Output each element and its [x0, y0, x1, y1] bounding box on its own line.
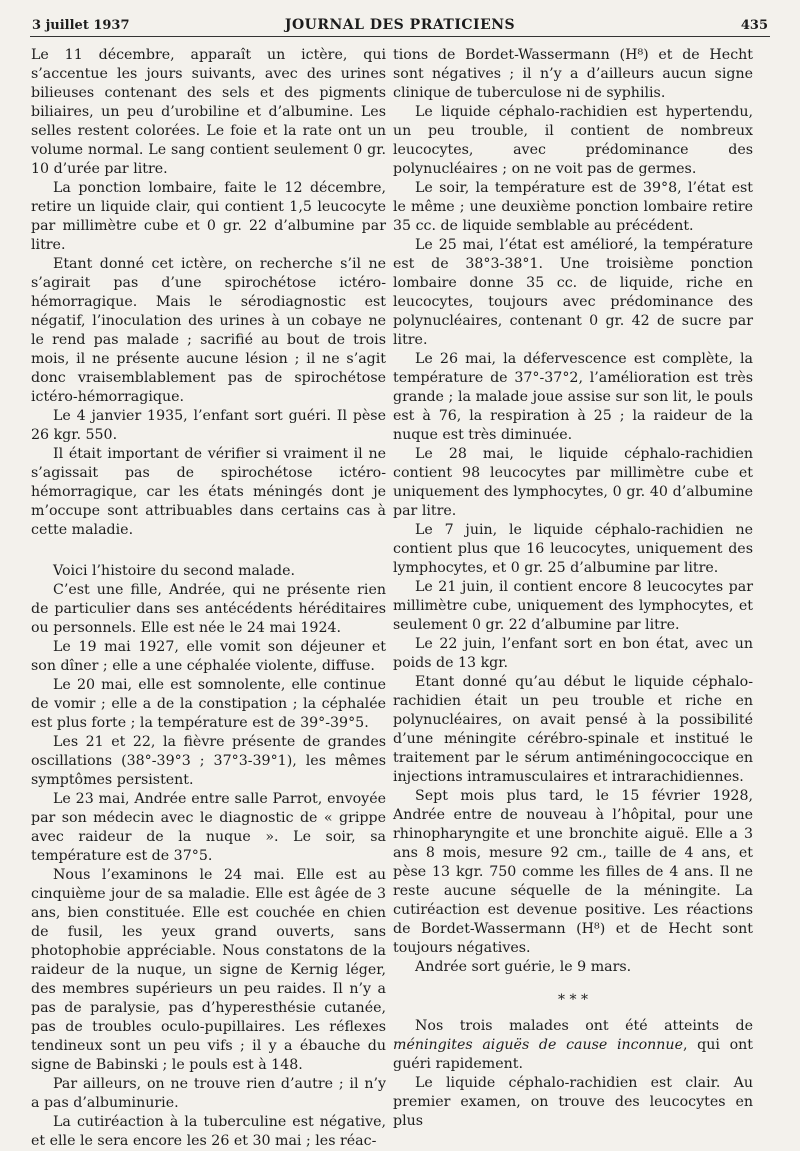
paragraph: Le 4 janvier 1935, l’enfant sort guéri. Il pèse 26 kgr. 550.	[31, 408, 386, 443]
paragraph: Les 21 et 22, la fièvre présente de grandes oscillations (38°-39°3 ; 37°3-39°1), les mêmes symptômes persistent.	[31, 734, 386, 788]
text-run: , qui ont guéri rapidement.	[393, 1037, 753, 1072]
paragraph: Le liquide céphalo-rachidien est hypertendu, un peu trouble, il contient de nombreux leucocytes, avec prédominance des polynucléaires ; on ne voit pas de germes.	[393, 104, 753, 177]
paragraph: Le 28 mai, le liquide céphalo-rachidien contient 98 leucocytes par millimètre cube et uniquement des lymphocytes, 0 gr. 40 d’albumine par litre.	[393, 446, 753, 519]
paragraph: Etant donné cet ictère, on recherche s’il ne s’agirait pas d’une spirochétose ictéro-hémorragique. Mais le sérodiagnostic est négatif, l’inoculation des urines à un cobaye ne le rend pas malade ; sacrifié au bout de trois mois, il ne présente aucune lésion ; il ne s’agit donc vraisemblablement pas de spirochétose ictéro-hémorragique.	[31, 256, 386, 405]
section-gap	[31, 540, 386, 562]
paragraph: C’est une fille, Andrée, qui ne présente rien de particulier dans ses antécédents héréditaires ou personnels. Elle est née le 24 mai 1924.	[31, 582, 386, 636]
paragraph: Sept mois plus tard, le 15 février 1928, Andrée entre de nouveau à l’hôpital, pour une rhinopharyngite et une bronchite aiguë. Elle a 3 ans 8 mois, mesure 92 cm., taille de 4 ans, et pèse 13 kgr. 750 comme les filles de 4 ans. Il ne reste aucune séquelle de la méningite. La cutiréaction est devenue positive. Les réactions de Bordet-Wassermann (H⁸) et de Hecht sont toujours négatives.	[393, 788, 753, 956]
emphasis: méningites aiguës de cause inconnue	[393, 1037, 683, 1053]
left-column	[31, 46, 386, 1151]
paragraph: Le 25 mai, l’état est amélioré, la température est de 38°3-38°1. Une troisième ponction lombaire donne 35 cc. de liquide, riche en leucocytes, toujours avec prédominance des polynucléaires, contenant 0 gr. 42 de sucre par litre.	[393, 237, 753, 348]
paragraph: Voici l’histoire du second malade.	[53, 563, 296, 579]
paragraph: Le 26 mai, la défervescence est complète, la température de 37°-37°2, l’amélioration est très grande ; la malade joue assise sur son lit, le pouls est à 76, la respiration à 25 ; la raideur de la nuque est très diminuée.	[393, 351, 753, 443]
asterism: * * *	[558, 992, 588, 1008]
paragraph: Le 23 mai, Andrée entre salle Parrot, envoyée par son médecin avec le diagnostic de « grippe avec raideur de la nuque ». Le soir, sa température est de 37°5.	[31, 791, 386, 864]
paragraph: Il était important de vérifier si vraiment il ne s’agissait pas de spirochétose ictéro-hémorragique, car les états méningés dont je m’occupe sont attribuables dans certains cas à cette maladie.	[31, 446, 386, 538]
header-rule	[30, 36, 770, 37]
text-run: Nos trois malades ont été atteints de	[415, 1018, 753, 1034]
journal-title: JOURNAL DES PRATICIENS	[284, 17, 516, 33]
paragraph: Le soir, la température est de 39°8, l’état est le même ; une deuxième ponction lombaire retire 35 cc. de liquide semblable au précédent.	[393, 180, 753, 234]
page-number: 435	[740, 18, 768, 33]
paragraph: Etant donné qu’au début le liquide céphalo-rachidien était un peu trouble et riche en polynucléaires, on avait pensé à la possibilité d’une méningite cérébro-spinale et institué le traitement par le sérum antiméningococcique en injections intramusculaires et intrarachidiennes.	[393, 674, 753, 785]
paragraph: Le 11 décembre, apparaît un ictère, qui s’accentue les jours suivants, avec des urines bilieuses contenant des sels et des pigments biliaires, un peu d’urobiline et d’albumine. Les selles restent colorées. Le foie et la rate ont un volume normal. Le sang contient seulement 0 gr. 10 d’urée par litre.	[31, 47, 386, 177]
right-column	[393, 46, 753, 1131]
paragraph: Le 19 mai 1927, elle vomit son déjeuner et son dîner ; elle a une céphalée violente, diffuse.	[31, 639, 386, 674]
paragraph-continuation: tions de Bordet-Wassermann (H⁸) et de Hecht sont négatives ; il n’y a d’ailleurs aucun signe clinique de tuberculose ni de syphilis.	[393, 47, 753, 101]
paragraph: La cutiréaction à la tuberculine est négative, et elle le sera encore les 26 et 30 mai ; les réac-	[31, 1114, 386, 1149]
paragraph	[393, 1017, 753, 1074]
paragraph: La ponction lombaire, faite le 12 décembre, retire un liquide clair, qui contient 1,5 leucocyte par millimètre cube et 0 gr. 22 d’albumine par litre.	[31, 180, 386, 253]
paragraph: Le 21 juin, il contient encore 8 leucocytes par millimètre cube, uniquement des lymphocytes, et seulement 0 gr. 22 d’albumine par litre.	[393, 579, 753, 633]
paragraph: Le 22 juin, l’enfant sort en bon état, avec un poids de 13 kgr.	[393, 636, 753, 671]
header-date: 3 juillet 1937	[32, 18, 130, 33]
section-separator	[393, 993, 753, 1007]
paragraph: Par ailleurs, on ne trouve rien d’autre ; il n’y a pas d’albuminurie.	[31, 1076, 386, 1111]
paragraph: Andrée sort guérie, le 9 mars.	[415, 959, 632, 975]
paragraph: Le liquide céphalo-rachidien est clair. Au premier examen, on trouve des leucocytes en plus	[393, 1075, 753, 1129]
paragraph: Le 7 juin, le liquide céphalo-rachidien ne contient plus que 16 leucocytes, uniquement des lymphocytes, et 0 gr. 25 d’albumine par litre.	[393, 522, 753, 576]
paragraph: Nous l’examinons le 24 mai. Elle est au cinquième jour de sa maladie. Elle est âgée de 3 ans, bien constituée. Elle est couchée en chien de fusil, les yeux grand ouverts, sans photophobie appréciable. Nous constatons de la raideur de la nuque, un signe de Kernig léger, des membres supérieurs un peu raides. Il n’y a pas de paralysie, pas d’hyperesthésie cutanée, pas de troubles oculo-pupillaires. Les réflexes tendineux sont un peu vifs ; il y a ébauche du signe de Babinski ; le pouls est à 148.	[31, 867, 386, 1073]
paragraph: Le 20 mai, elle est somnolente, elle continue de vomir ; elle a de la constipation ; la céphalée est plus forte ; la température est de 39°-39°5.	[31, 677, 386, 731]
